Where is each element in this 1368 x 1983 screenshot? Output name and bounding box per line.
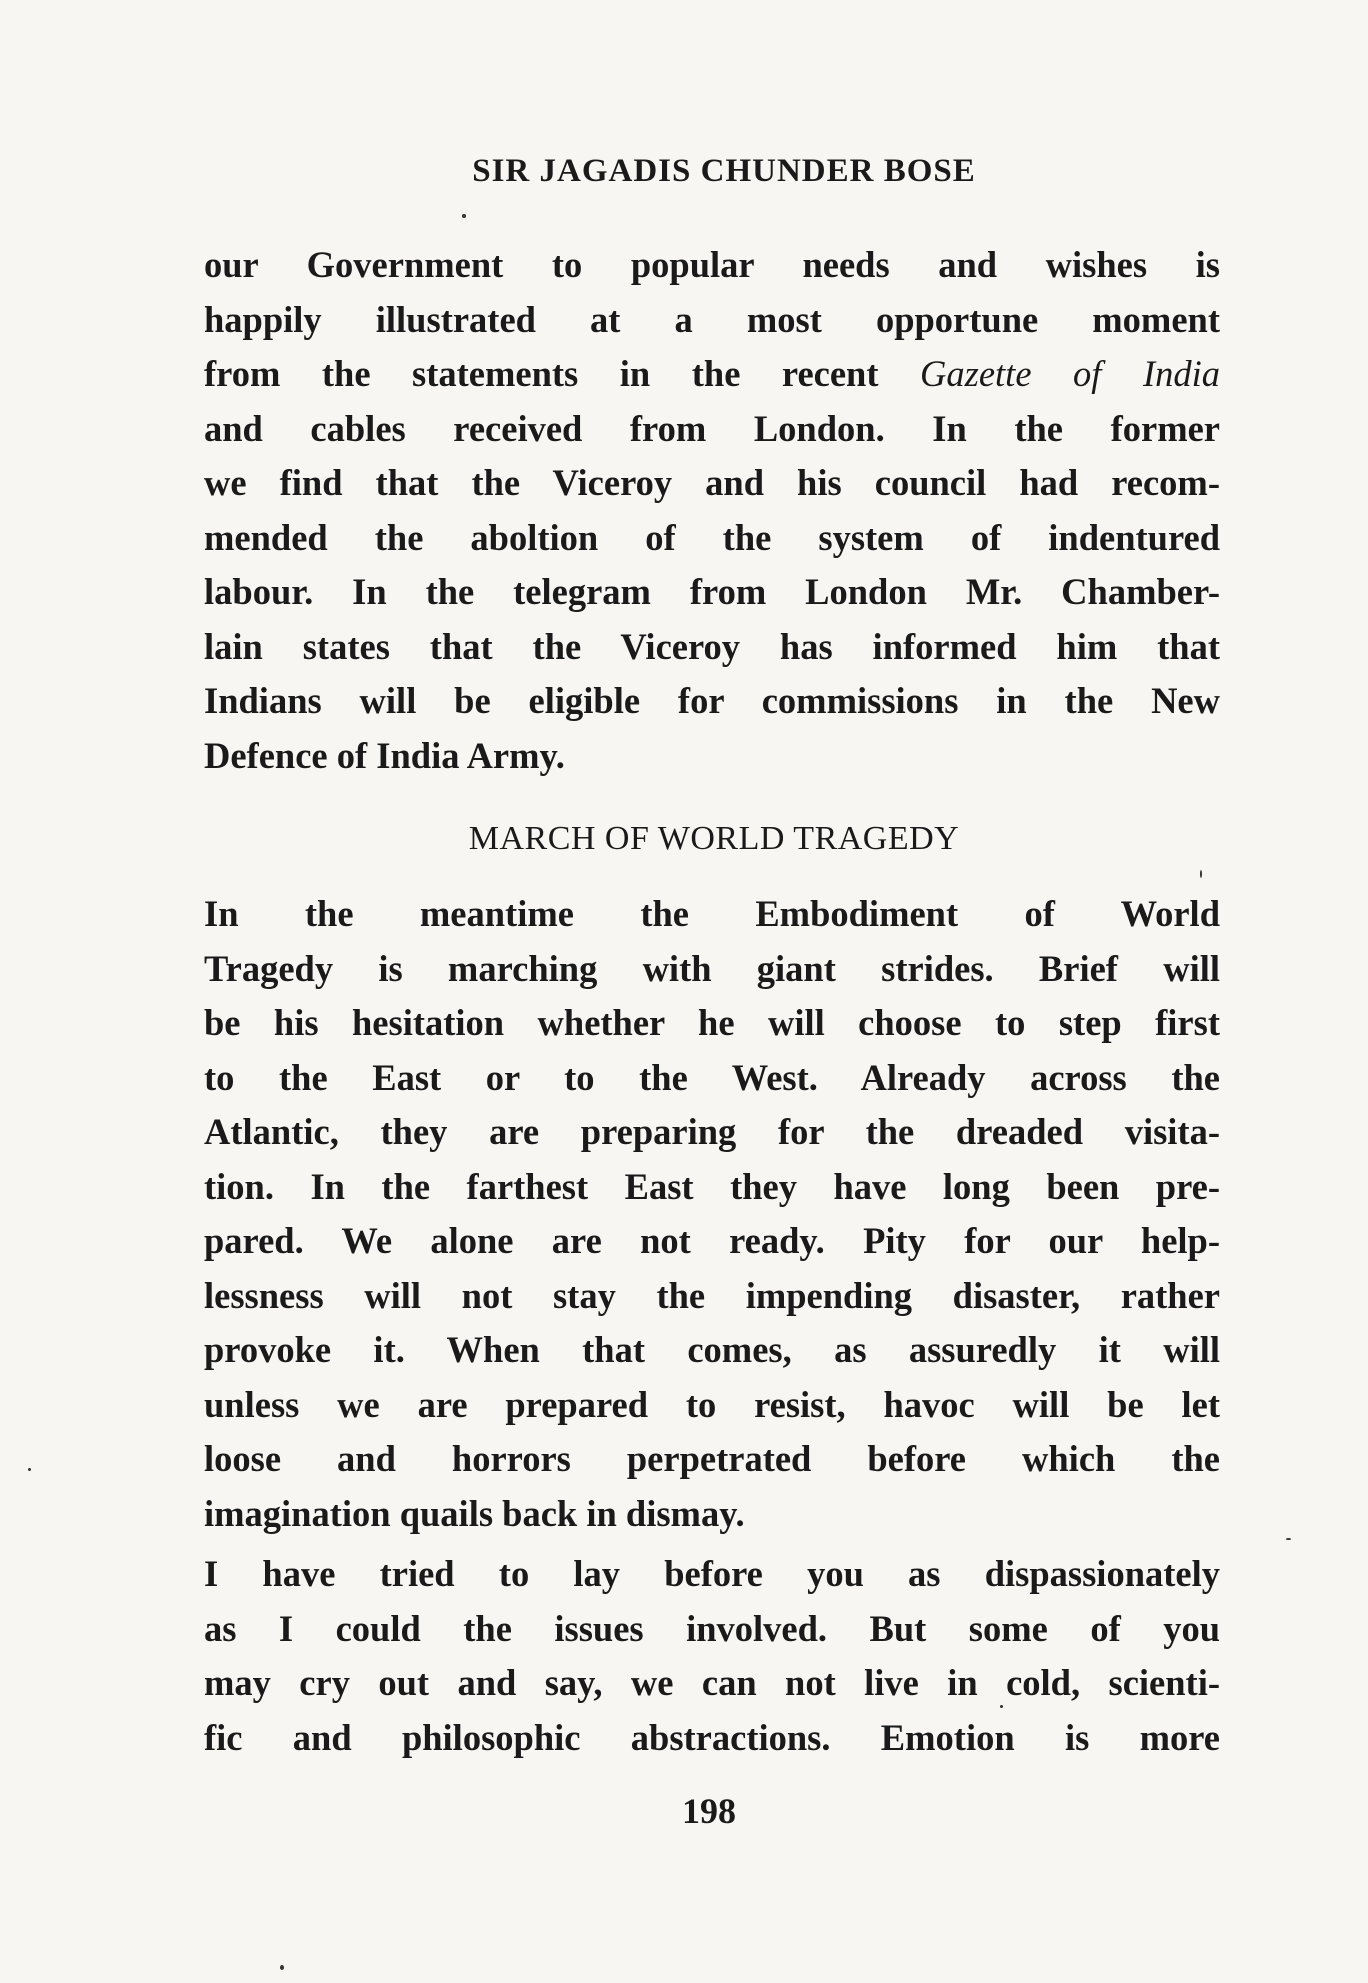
paragraph-line: happily illustrated at a most opportune moment bbox=[204, 298, 1220, 340]
paragraph-line: provoke it. When that comes, as assuredly it will bbox=[204, 1329, 1220, 1370]
page-number: 198 bbox=[682, 1791, 736, 1831]
paragraph-3 bbox=[204, 1547, 1220, 1765]
paragraph-line: Atlantic, they are preparing for the dreaded visita- bbox=[204, 1111, 1220, 1152]
paragraph-line: as I could the issues involved. But some of you bbox=[204, 1607, 1220, 1649]
paragraph-line: pared. We alone are not ready. Pity for our help- bbox=[204, 1220, 1220, 1261]
scan-speck bbox=[28, 1468, 31, 1471]
paragraph-line: lain states that the Viceroy has informed him that bbox=[204, 625, 1220, 667]
paragraph-line: Indians will be eligible for commissions in the New bbox=[204, 680, 1220, 721]
paragraph-line: imagination quails back in dismay. bbox=[204, 1492, 745, 1534]
paragraph-line: Defence of India Army. bbox=[204, 734, 565, 776]
section-heading: MARCH OF WORLD TRAGEDY bbox=[468, 820, 960, 857]
paragraph-line: may cry out and say, we can not live in cold, scienti- bbox=[204, 1662, 1220, 1703]
paragraph-line: to the East or to the West. Already across the bbox=[204, 1056, 1220, 1098]
scan-speck bbox=[1286, 1538, 1291, 1540]
paragraph-line: loose and horrors perpetrated before which the bbox=[204, 1438, 1220, 1479]
paragraph-line: labour. In the telegram from London Mr. Chamber- bbox=[204, 571, 1220, 612]
paragraph-line: In the meantime the Embodiment of World bbox=[204, 893, 1220, 934]
paragraph-line: fic and philosophic abstractions. Emotion is more bbox=[204, 1716, 1220, 1758]
paragraph-1 bbox=[204, 238, 1220, 783]
paragraph-line: I have tried to lay before you as dispassionately bbox=[204, 1553, 1220, 1594]
paragraph-line: tion. In the farthest East they have long been pre- bbox=[204, 1165, 1220, 1207]
paragraph-line: mended the aboltion of the system of indentured bbox=[204, 516, 1220, 558]
scan-speck bbox=[280, 1965, 284, 1970]
paragraph-line: and cables received from London. In the former bbox=[204, 407, 1220, 449]
scan-speck bbox=[462, 214, 466, 218]
running-head: SIR JAGADIS CHUNDER BOSE bbox=[472, 153, 976, 189]
paragraph-2 bbox=[204, 887, 1220, 1541]
paragraph-line: from the statements in the recent Gazette of India bbox=[204, 353, 1220, 394]
paragraph-line: lessness will not stay the impending disaster, rather bbox=[204, 1274, 1220, 1316]
paragraph-line: we find that the Viceroy and his council had recom- bbox=[204, 462, 1220, 503]
italic-title: Gazette of India bbox=[920, 353, 1220, 394]
scan-speck bbox=[1000, 1705, 1003, 1708]
paragraph-line: our Government to popular needs and wishes is bbox=[204, 244, 1220, 285]
paragraph-line: unless we are prepared to resist, havoc will be let bbox=[204, 1383, 1220, 1425]
paragraph-line: be his hesitation whether he will choose to step first bbox=[204, 1002, 1220, 1043]
scan-speck bbox=[1200, 870, 1202, 878]
paragraph-line: Tragedy is marching with giant strides. Brief will bbox=[204, 947, 1220, 989]
